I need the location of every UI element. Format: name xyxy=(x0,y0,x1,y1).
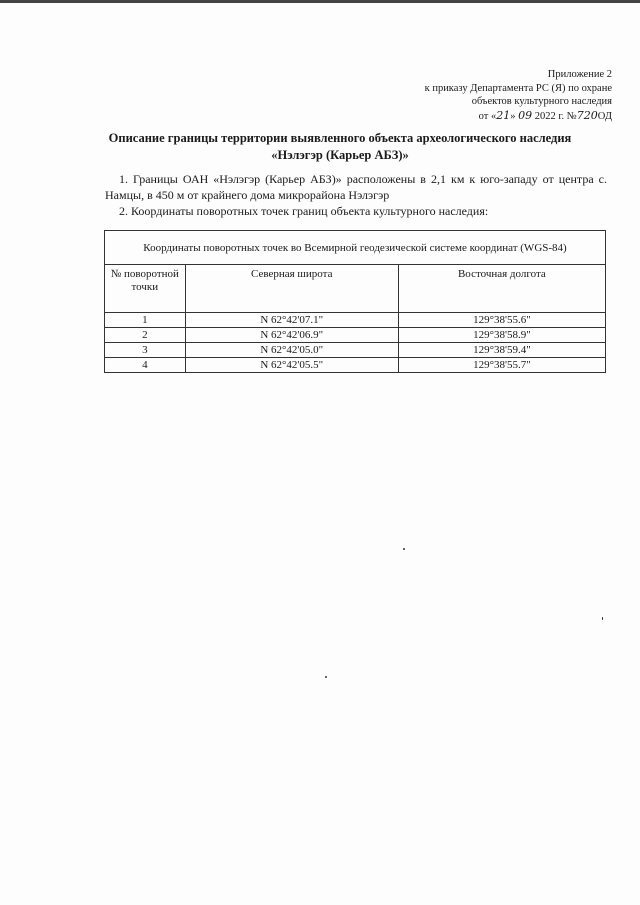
date-month: 09 xyxy=(518,108,533,122)
header-latitude: Северная широта xyxy=(185,265,398,313)
table-header-row xyxy=(105,265,606,313)
point-longitude: 129°38'55.7" xyxy=(398,358,605,373)
scan-speck xyxy=(325,676,327,678)
table-row xyxy=(105,313,606,328)
scan-top-edge xyxy=(0,0,640,3)
point-latitude: N 62°42'07.1" xyxy=(185,313,398,328)
table-row xyxy=(105,328,606,343)
date-sep: » xyxy=(510,110,519,122)
point-number: 4 xyxy=(105,358,186,373)
point-longitude: 129°38'58.9" xyxy=(398,328,605,343)
point-number: 3 xyxy=(105,343,186,358)
order-suffix: ОД xyxy=(597,110,612,122)
table-caption: Координаты поворотных точек во Всемирной геодезической системе координат (WGS-84) xyxy=(105,231,606,265)
table-row xyxy=(105,343,606,358)
scan-speck xyxy=(602,617,603,620)
point-latitude: N 62°42'05.0" xyxy=(185,343,398,358)
scan-speck xyxy=(403,548,405,550)
annex-header xyxy=(352,68,612,123)
point-number: 1 xyxy=(105,313,186,328)
coordinates-table xyxy=(104,230,606,373)
title-line-2: «Нэлэгэр (Карьер АБЗ)» xyxy=(271,148,409,162)
paragraph-boundaries: 1. Границы ОАН «Нэлэгэр (Карьер АБЗ)» расположены в 2,1 км к юго-западу от центра с. Намцы, в 450 м от крайнего дома микрорайона Нэлэгэр xyxy=(105,172,607,202)
date-day: 21 xyxy=(496,108,511,122)
header-point-number: № поворотной точки xyxy=(105,265,186,313)
date-year: 2022 г. № xyxy=(532,110,577,122)
table-row xyxy=(105,358,606,373)
point-latitude: N 62°42'06.9" xyxy=(185,328,398,343)
paragraph-coordinates-intro: 2. Координаты поворотных точек границ объекта культурного наследия: xyxy=(119,204,489,218)
document-title xyxy=(60,130,620,164)
annex-order-ref: к приказу Департамента РС (Я) по охране xyxy=(424,82,612,94)
point-number: 2 xyxy=(105,328,186,343)
order-number: 720 xyxy=(576,108,598,122)
annex-order-ref-cont: объектов культурного наследия xyxy=(471,96,612,107)
annex-number: Приложение 2 xyxy=(547,69,612,80)
header-longitude: Восточная долгота xyxy=(398,265,605,313)
annex-date-line xyxy=(352,109,612,124)
date-prefix: от « xyxy=(478,110,497,122)
table-caption-row xyxy=(105,231,606,265)
title-line-1: Описание границы территории выявленного объекта археологического наследия xyxy=(108,131,572,145)
point-longitude: 129°38'59.4" xyxy=(398,343,605,358)
point-latitude: N 62°42'05.5" xyxy=(185,358,398,373)
point-longitude: 129°38'55.6" xyxy=(398,313,605,328)
